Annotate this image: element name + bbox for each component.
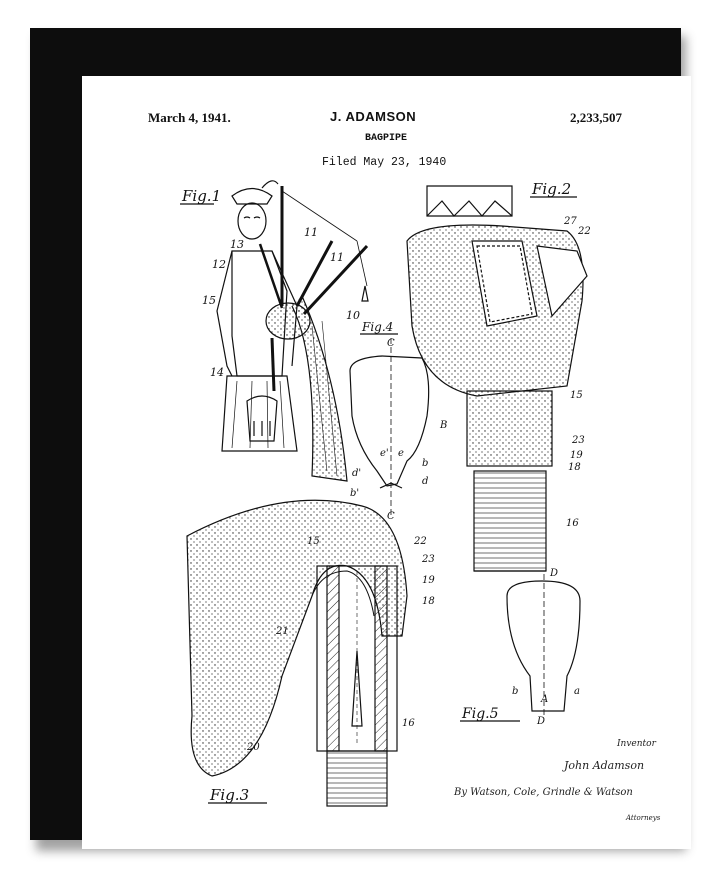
- svg-text:e': e': [380, 448, 389, 459]
- fig4-label: Fig.4: [362, 320, 394, 334]
- filed-date: Filed May 23, 1940: [322, 156, 447, 169]
- svg-text:b': b': [350, 488, 360, 499]
- svg-text:C: C: [387, 338, 395, 349]
- patent-title: BAGPIPE: [365, 133, 408, 144]
- svg-text:20: 20: [247, 742, 260, 753]
- svg-text:27: 27: [564, 216, 577, 227]
- svg-text:A: A: [541, 694, 549, 705]
- attorneys-line: By Watson, Cole, Grindle & Watson: [454, 787, 633, 798]
- svg-text:22: 22: [414, 536, 427, 547]
- svg-text:D: D: [537, 716, 546, 727]
- svg-text:C: C: [387, 511, 395, 522]
- svg-text:23: 23: [422, 554, 435, 565]
- svg-text:10: 10: [346, 309, 360, 322]
- figure-2: [407, 180, 591, 571]
- figure-5: [460, 568, 580, 727]
- figure-1: [180, 181, 368, 481]
- fig2-label: Fig.2: [532, 180, 572, 198]
- svg-text:22: 22: [578, 226, 591, 237]
- svg-text:15: 15: [570, 390, 583, 401]
- svg-text:a: a: [574, 686, 580, 697]
- picture-frame: [30, 28, 681, 840]
- attorneys-label: Attorneys: [626, 814, 661, 822]
- fig5-label: Fig.5: [462, 706, 499, 722]
- svg-text:15: 15: [202, 294, 216, 307]
- svg-text:11: 11: [330, 251, 344, 264]
- svg-text:13: 13: [230, 238, 244, 251]
- svg-text:14: 14: [210, 366, 224, 379]
- svg-text:18: 18: [422, 596, 435, 607]
- svg-text:b: b: [512, 686, 519, 697]
- patent-date: March 4, 1941.: [148, 110, 231, 125]
- svg-text:16: 16: [402, 718, 415, 729]
- svg-text:12: 12: [212, 258, 226, 271]
- svg-text:16: 16: [566, 518, 579, 529]
- svg-text:b: b: [422, 458, 429, 469]
- patent-print: [82, 76, 691, 849]
- patent-number: 2,233,507: [570, 110, 622, 125]
- svg-text:11: 11: [304, 226, 318, 239]
- figure-3: [187, 500, 435, 806]
- svg-text:B: B: [440, 420, 448, 431]
- svg-text:19: 19: [570, 450, 583, 461]
- svg-text:18: 18: [568, 462, 581, 473]
- svg-text:d': d': [352, 468, 362, 479]
- svg-text:19: 19: [422, 575, 435, 586]
- inventor-label: Inventor: [617, 739, 656, 749]
- svg-text:23: 23: [572, 435, 585, 446]
- fig3-label: Fig.3: [210, 786, 250, 804]
- svg-text:d: d: [422, 476, 429, 487]
- inventor-signature: John Adamson: [564, 759, 645, 772]
- svg-text:e: e: [398, 448, 404, 459]
- fig1-label: Fig.1: [182, 187, 222, 205]
- patent-drawing: [82, 76, 691, 849]
- patent-inventor: J. ADAMSON: [330, 109, 417, 124]
- svg-text:15: 15: [307, 536, 320, 547]
- svg-text:D: D: [550, 568, 559, 579]
- svg-text:21: 21: [276, 626, 289, 637]
